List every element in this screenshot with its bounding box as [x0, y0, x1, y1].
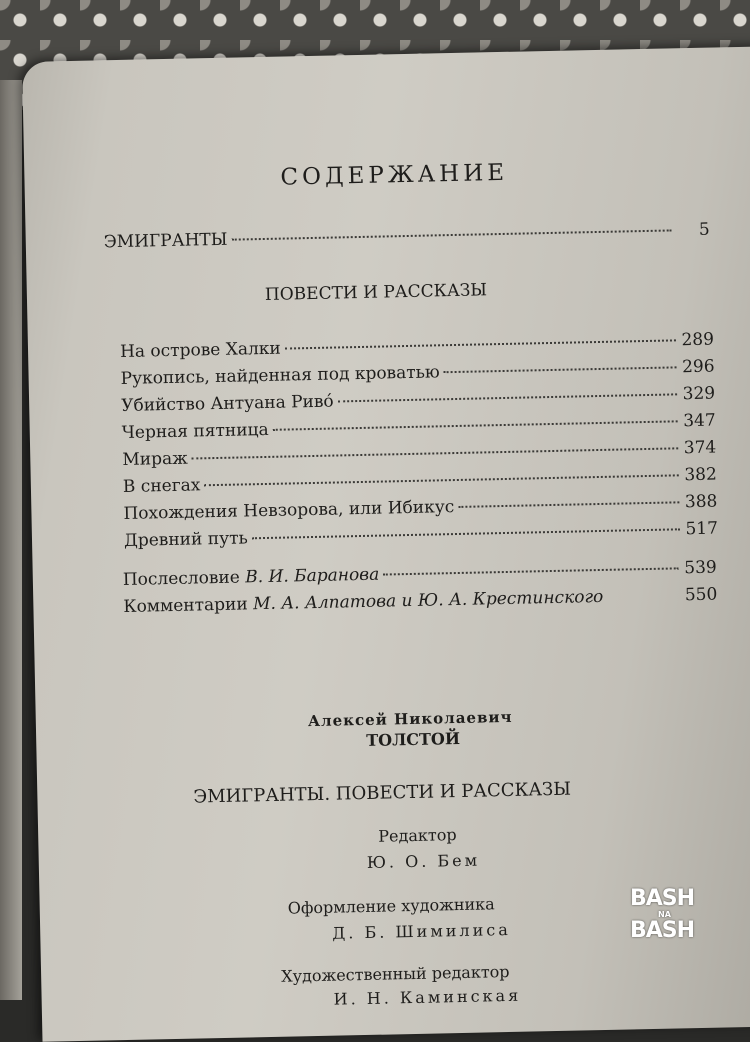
toc-entry-title: В снегах [122, 475, 201, 497]
toc-leader-dots [273, 420, 678, 430]
toc-leader-dots [383, 567, 679, 575]
toc-entry-conj: и [401, 590, 413, 612]
toc-entry-page: 374 [683, 437, 717, 459]
imprint-editor-name: Ю. О. Бем [366, 850, 481, 872]
toc-leader-dots [338, 393, 677, 402]
page-edge [0, 80, 22, 1000]
logo-middle: NA [658, 910, 671, 919]
toc-main-entry [104, 220, 710, 259]
imprint-book-title: ЭМИГРАНТЫ. ПОВЕСТИ И РАССКАЗЫ [193, 778, 572, 808]
toc-entry-author: Ю. А. Крестинского [417, 586, 604, 611]
imprint-editor-label: Редактор [378, 825, 457, 846]
toc-leader-dots [285, 339, 676, 349]
imprint-design-label: Оформление художника [287, 894, 495, 918]
toc-leader-dots [252, 528, 680, 539]
toc-entry-title: Рукопись, найденная под кроватью [120, 362, 440, 390]
toc-leader-dots [231, 229, 671, 240]
toc-entry-author: М. А. Алпатова [252, 591, 397, 615]
imprint-author-name: Алексей Николаевич [307, 707, 513, 731]
toc-entry-page: 517 [685, 518, 719, 540]
toc-entry-title: Древний путь [123, 528, 248, 551]
imprint-author-surname: ТОЛСТОЙ [366, 728, 461, 750]
imprint-design-name: Д. Б. Шимилиса [332, 919, 511, 943]
toc-entry-page: 289 [681, 329, 715, 351]
toc-leader-dots [444, 366, 677, 373]
toc-leader-dots [204, 474, 678, 486]
toc-entry-page: 329 [682, 383, 716, 405]
toc-entry-title: Похождения Невзорова, или Ибикус [123, 497, 455, 524]
toc-entry-page: 347 [683, 410, 716, 432]
toc-leader-dots [458, 501, 679, 508]
imprint-art-editor-label: Художественный редактор [281, 961, 510, 986]
toc-entry-title: Комментарии [123, 594, 248, 617]
toc-entry-title: Мираж [122, 448, 188, 470]
contents-title: СОДЕРЖАНИЕ [280, 159, 509, 191]
toc-entry-author: В. И. Баранова [245, 564, 380, 588]
toc-entry-page: 5 [698, 219, 710, 240]
toc-entry-page: 296 [681, 356, 715, 378]
toc-entry-title: На острове Халки [119, 338, 281, 363]
logo-line-1: BASH [630, 886, 695, 911]
imprint-art-editor-name: И. Н. Каминская [333, 985, 522, 1009]
toc-entry-title: ЭМИГРАНТЫ [103, 229, 228, 253]
toc-entry-title: Убийство Антуана Риво́ [121, 391, 334, 416]
toc-entry-title: Послесловие [122, 567, 241, 590]
toc-entry-page: 550 [684, 584, 718, 606]
section-title: ПОВЕСТИ И РАССКАЗЫ [264, 280, 488, 305]
toc-leader-dots [192, 447, 679, 459]
toc-entry-page: 539 [684, 557, 717, 579]
toc-entry-page: 388 [684, 491, 718, 513]
toc-entry-page: 382 [684, 464, 718, 486]
bash-na-bash-logo [628, 886, 700, 948]
toc-entry-title: Черная пятница [121, 419, 269, 443]
logo-line-2: BASH [630, 918, 695, 943]
